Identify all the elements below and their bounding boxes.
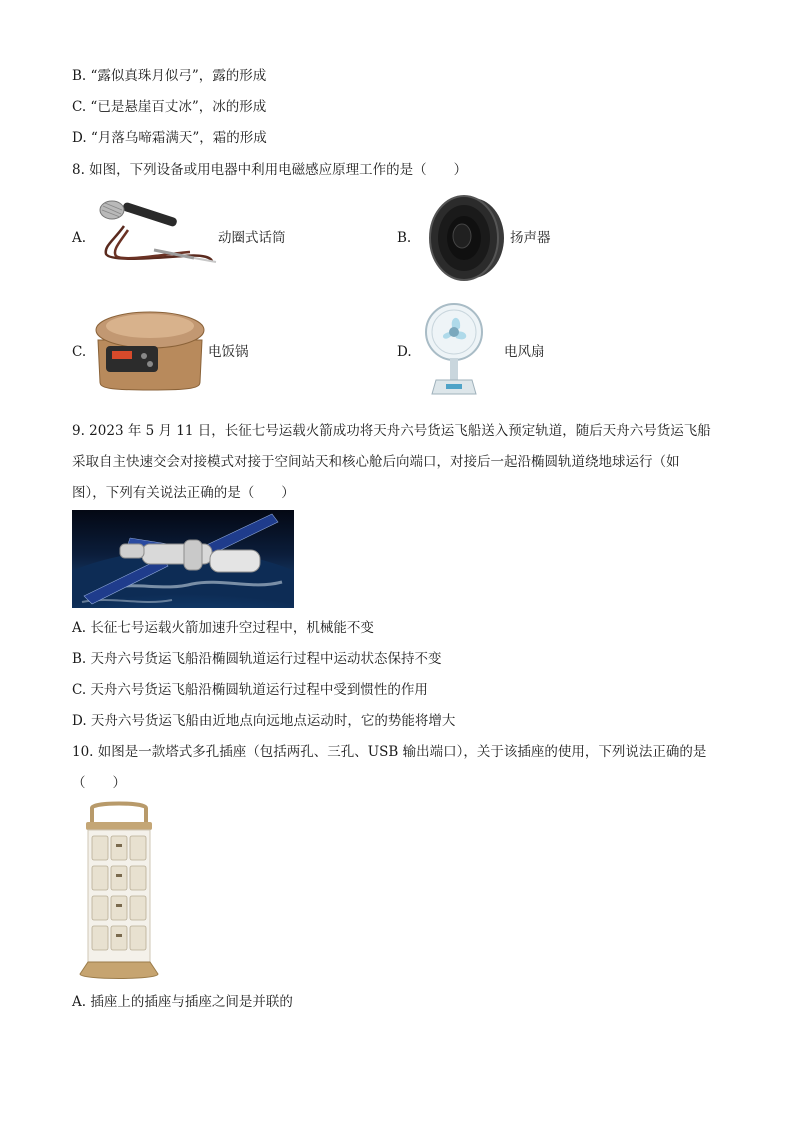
q8-option-c-caption: 电饭锅 [208,344,249,360]
q10-stem-line-2: （ ） [72,775,126,791]
q8-option-d-caption: 电风扇 [504,344,545,360]
q10-option-a: A. 插座上的插座与插座之间是并联的 [72,994,293,1010]
q8-option-c-letter: C. [72,344,87,360]
q9-stem-line-1: 9. 2023 年 5 月 11 日，长征七号运载火箭成功将天舟六号货运飞船送入预定轨道，随后天舟六号货运飞船 [72,423,711,439]
microphone-icon [94,200,218,268]
q9-option-a: A. 长征七号运载火箭加速升空过程中，机械能不变 [72,620,374,636]
space-station-earth-icon [72,510,294,608]
electric-fan-icon [416,302,492,400]
q9-option-c: C. 天舟六号货运飞船沿椭圆轨道运行过程中受到惯性的作用 [72,682,428,698]
tower-power-strip-icon [74,800,164,984]
q9-option-d: D. 天舟六号货运飞船由近地点向远地点运动时，它的势能将增大 [72,713,456,729]
q9-stem-line-3: 图），下列有关说法正确的是（ ） [72,485,295,501]
q10-stem-line-1: 10. 如图是一款塔式多孔插座（包括两孔、三孔、USB 输出端口），关于该插座的使用，下列说法正确的是 [72,744,707,760]
q8-option-a-caption: 动圈式话筒 [218,230,286,246]
rice-cooker-icon [92,306,208,392]
loudspeaker-icon [422,192,506,282]
q8-option-b-caption: 扬声器 [510,230,551,246]
q8-option-a-letter: A. [72,230,87,246]
q7-option-d: D. “月落乌啼霜满天”，霜的形成 [72,130,267,146]
q9-stem-line-2: 采取自主快速交会对接模式对接于空间站天和核心舱后向端口，对接后一起沿椭圆轨道绕地球运行（如 [72,454,680,470]
q8-option-b-letter: B. [397,230,412,246]
q7-option-b: B. “露似真珠月似弓”，露的形成 [72,68,267,84]
q8-stem: 8. 如图，下列设备或用电器中利用电磁感应原理工作的是（ ） [72,162,468,178]
q7-option-c: C. “已是悬崖百丈冰”，冰的形成 [72,99,267,115]
q9-option-b: B. 天舟六号货运飞船沿椭圆轨道运行过程中运动状态保持不变 [72,651,442,667]
q8-option-d-letter: D. [397,344,412,360]
